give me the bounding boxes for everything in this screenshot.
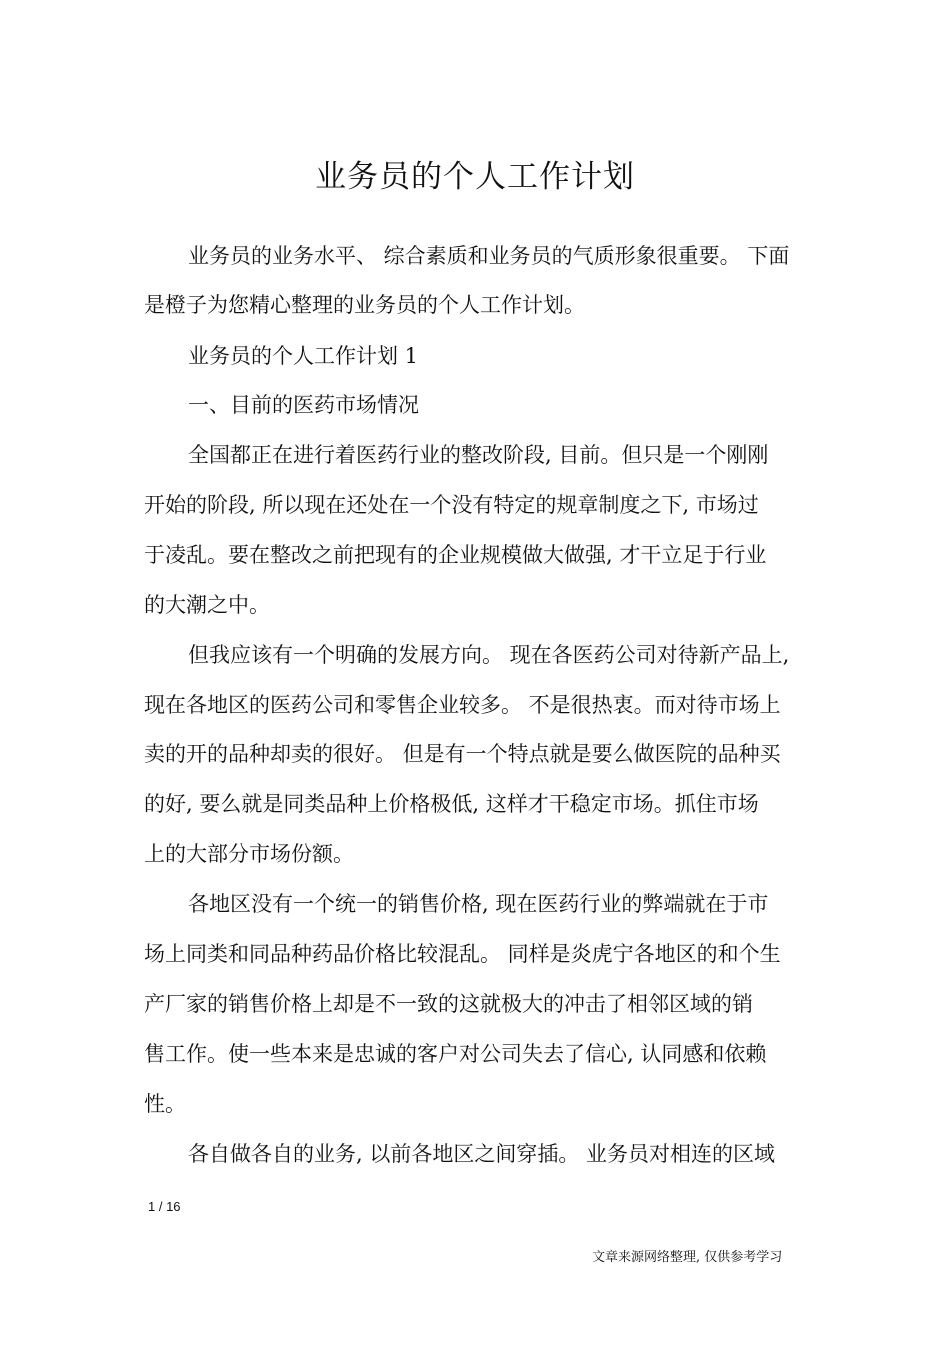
body-line: 是橙子为您精心整理的业务员的个人工作计划。 <box>144 293 585 317</box>
body-line: 于凌乱。要在整改之前把现有的企业规模做大做强, 才干立足于行业 <box>144 543 767 567</box>
body-line: 性。 <box>144 1092 186 1116</box>
body-line: 全国都正在进行着医药行业的整改阶段, 目前。但只是一个刚刚 <box>188 443 769 467</box>
body-line: 的好, 要么就是同类品种上价格极低, 这样才干稳定市场。抓住市场 <box>144 792 759 816</box>
body-line: 各自做各自的业务, 以前各地区之间穿插。 业务员对相连的区域 <box>188 1142 776 1166</box>
footer-note: 文章来源网络整理, 仅供参考学习 <box>592 1250 783 1265</box>
body-line: 业务员的业务水平、 综合素质和业务员的气质形象很重要。 下面 <box>188 244 790 268</box>
page-number: 1 / 16 <box>148 1199 181 1214</box>
body-line: 现在各地区的医药公司和零售企业较多。 不是很热衷。而对待市场上 <box>144 693 781 717</box>
body-line: 一、目前的医药市场情况 <box>188 393 419 417</box>
body-line: 卖的开的品种却卖的很好。 但是有一个特点就是要么做医院的品种买 <box>144 742 781 766</box>
body-line: 各地区没有一个统一的销售价格, 现在医药行业的弊端就在于市 <box>188 892 769 916</box>
body-line: 场上同类和同品种药品价格比较混乱。 同样是炎虎宁各地区的和个生 <box>144 942 781 966</box>
body-line: 上的大部分市场份额。 <box>144 842 354 866</box>
body-line: 开始的阶段, 所以现在还处在一个没有特定的规章制度之下, 市场过 <box>144 493 759 517</box>
body-line: 业务员的个人工作计划 1 <box>188 344 419 368</box>
body-line: 售工作。使一些本来是忠诚的客户对公司失去了信心, 认同感和依赖 <box>144 1042 767 1066</box>
body-line: 但我应该有一个明确的发展方向。 现在各医药公司对待新产品上, <box>188 643 790 667</box>
body-line: 产厂家的销售价格上却是不一致的这就极大的冲击了相邻区域的销 <box>144 992 753 1016</box>
document-title: 业务员的个人工作计划 <box>315 159 635 195</box>
body-line: 的大潮之中。 <box>144 593 270 617</box>
